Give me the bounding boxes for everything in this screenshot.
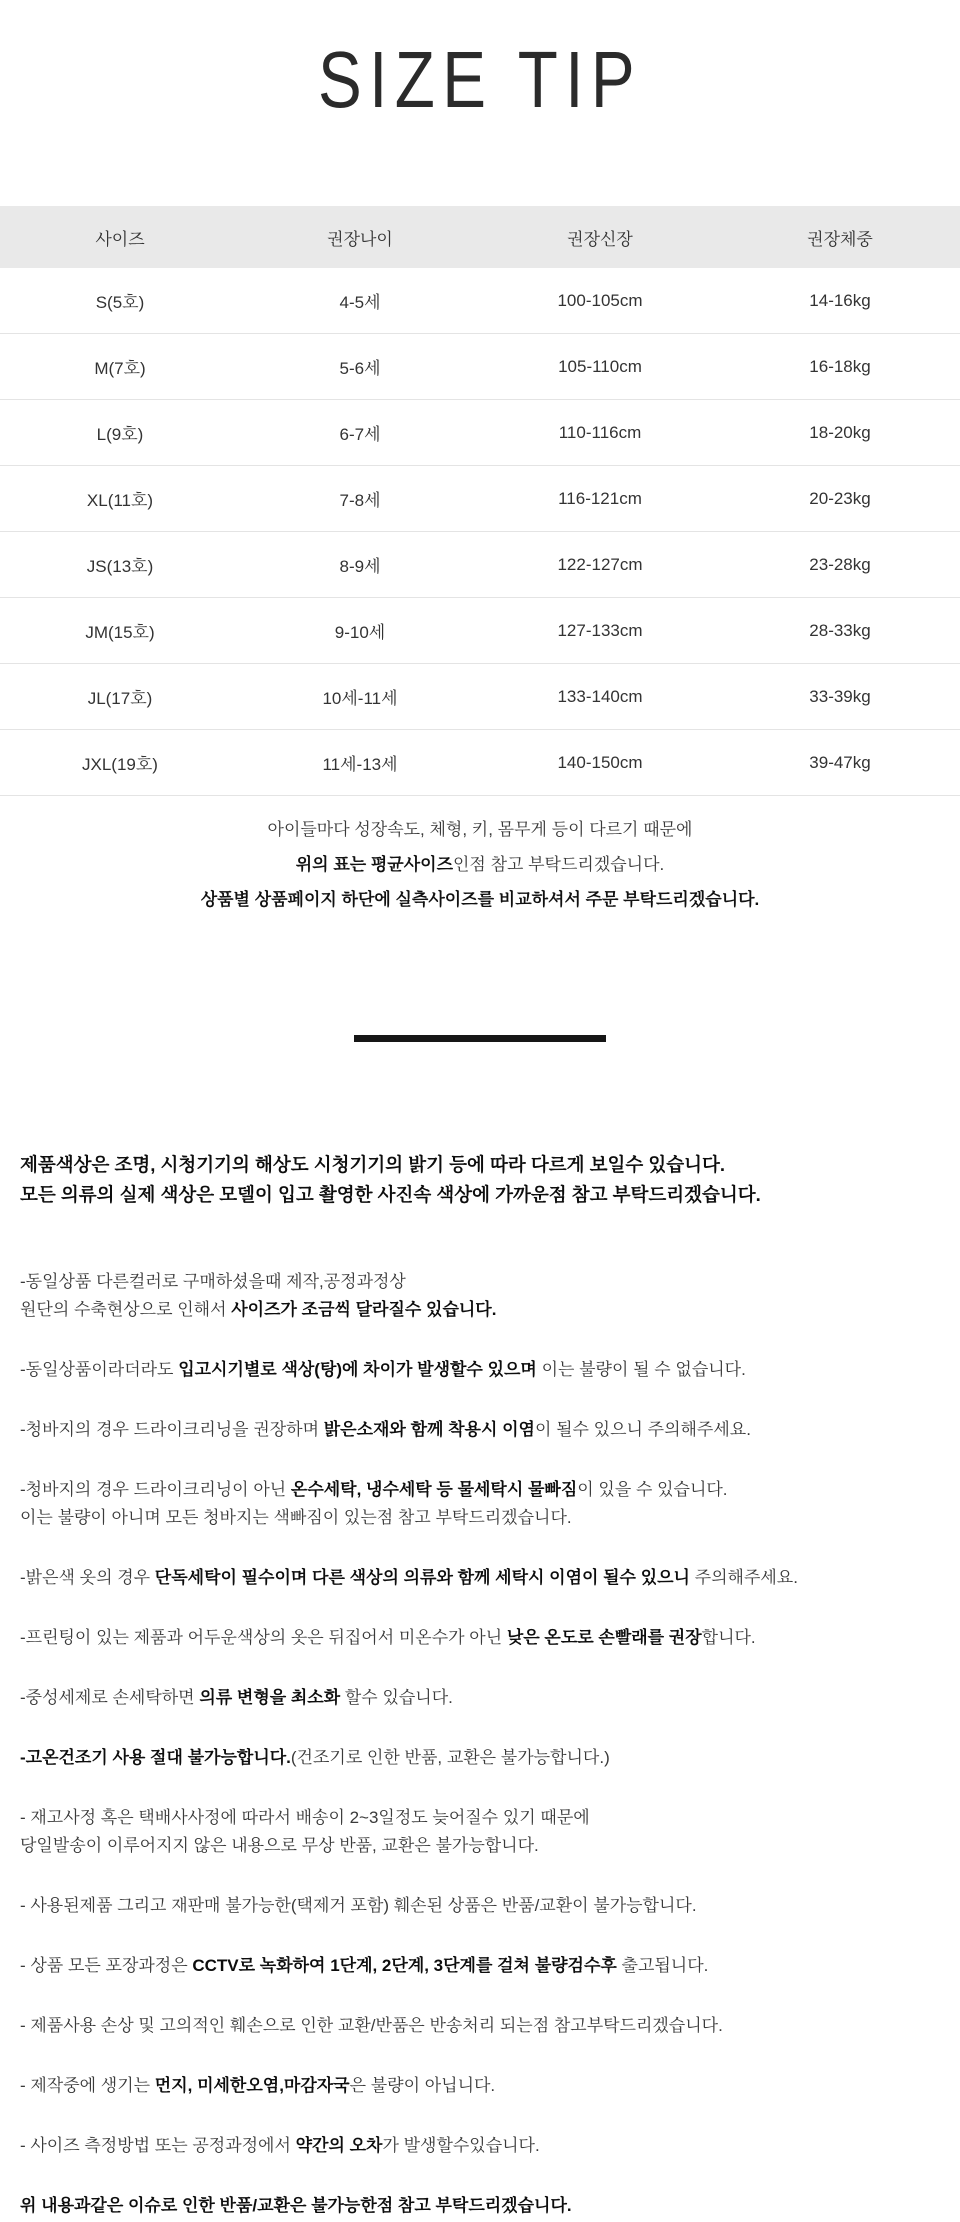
footnote-line-3: 상품별 상품페이지 하단에 실측사이즈를 비교하셔서 주문 부탁드리겠습니다.: [200, 890, 760, 909]
notice-segment: 약간의 오차: [295, 2136, 383, 2155]
table-cell: 133-140cm: [480, 664, 720, 730]
table-cell: 9-10세: [240, 598, 480, 664]
table-cell: S(5호): [0, 268, 240, 334]
footnote-line-2: [0, 847, 960, 882]
notice-segment: 가 발생할수있습니다.: [382, 2136, 540, 2155]
table-cell: 23-28kg: [720, 532, 960, 598]
table-header-row: [0, 206, 960, 268]
table-row: [0, 730, 960, 796]
notice-segment: 밝은소재와 함께 착용시 이염: [323, 1420, 535, 1439]
table-cell: 39-47kg: [720, 730, 960, 796]
notice-item: [20, 1952, 960, 1980]
notice-segment: 단독세탁이 필수이며 다른 색상의 의류와 함께 세탁시 이염이 될수 있으니: [154, 1568, 690, 1587]
table-cell: 7-8세: [240, 466, 480, 532]
table-cell: 11세-13세: [240, 730, 480, 796]
table-cell: 122-127cm: [480, 532, 720, 598]
table-row: [0, 598, 960, 664]
notice-segment: 은 불량이 아닙니다.: [349, 2076, 496, 2095]
notice-segment: 사이즈가 조금씩 달라질수 있습니다.: [231, 1300, 497, 1319]
table-header-cell: 권장나이: [240, 206, 480, 268]
notices: [0, 1268, 960, 2160]
table-cell: JM(15호): [0, 598, 240, 664]
notice-segment: 원단의 수축현상으로 인해서: [20, 1300, 232, 1319]
notice-item: [20, 1684, 960, 1712]
table-header-cell: 권장신장: [480, 206, 720, 268]
notice-segment: 주의해주세요.: [689, 1568, 798, 1587]
intro-line: 모든 의류의 실제 색상은 모델이 입고 촬영한 사진속 색상에 가까운점 참고 부탁드리겠습니다.: [20, 1184, 761, 1205]
notice-segment: 이 있을 수 있습니다.: [577, 1480, 728, 1499]
table-cell: JXL(19호): [0, 730, 240, 796]
table-header-cell: 권장체중: [720, 206, 960, 268]
table-row: [0, 400, 960, 466]
table-cell: JS(13호): [0, 532, 240, 598]
notice-segment: 낮은 온도로 손빨래를 권장: [506, 1628, 702, 1647]
table-cell: 20-23kg: [720, 466, 960, 532]
table-cell: 127-133cm: [480, 598, 720, 664]
notice-segment: -고온건조기 사용 절대 불가능합니다.: [20, 1748, 291, 1767]
notice-segment: -동일상품 다른컬러로 구매하셨을때 제작,공정과정상: [20, 1272, 406, 1291]
notice-segment: CCTV로 녹화하여 1단계, 2단계, 3단계를 걸쳐 불량검수후: [192, 1956, 617, 1975]
table-cell: 28-33kg: [720, 598, 960, 664]
table-cell: 4-5세: [240, 268, 480, 334]
notice-segment: -동일상품이라더라도: [20, 1360, 179, 1379]
notice-item: [20, 2132, 960, 2160]
table-header-cell: 사이즈: [0, 206, 240, 268]
table-cell: 100-105cm: [480, 268, 720, 334]
table-row: [0, 664, 960, 730]
notice-segment: -중성세제로 손세탁하면: [20, 1688, 200, 1707]
footnote-line-1: 아이들마다 성장속도, 체형, 키, 몸무게 등이 다르기 때문에: [267, 820, 693, 839]
notice-segment: - 상품 모든 포장과정은: [20, 1956, 193, 1975]
notice-item: [20, 2072, 960, 2100]
table-cell: M(7호): [0, 334, 240, 400]
color-notice-intro: [0, 1150, 960, 1210]
size-table-head: [0, 206, 960, 268]
table-cell: JL(17호): [0, 664, 240, 730]
notice-segment: -청바지의 경우 드라이크리닝이 아닌: [20, 1480, 291, 1499]
table-cell: 6-7세: [240, 400, 480, 466]
notice-item: [20, 1892, 960, 1920]
table-cell: 5-6세: [240, 334, 480, 400]
notice-segment: - 제품사용 손상 및 고의적인 훼손으로 인한 교환/반품은 반송처리 되는점 참고부탁드리겠습니다.: [20, 2016, 723, 2035]
notice-segment: 먼지, 미세한오염,마감자국: [154, 2076, 350, 2095]
table-footnote: [0, 812, 960, 917]
notice-item: [20, 1804, 960, 1860]
notice-segment: - 제작중에 생기는: [20, 2076, 155, 2095]
notice-segment: - 사용된제품 그리고 재판매 불가능한(택제거 포함) 훼손된 상품은 반품/교환이 불가능합니다.: [20, 1896, 697, 1915]
notice-segment: 합니다.: [701, 1628, 756, 1647]
table-cell: 33-39kg: [720, 664, 960, 730]
size-table: [0, 206, 960, 796]
notice-segment: -청바지의 경우 드라이크리닝을 권장하며: [20, 1420, 324, 1439]
notice-segment: - 사이즈 측정방법 또는 공정과정에서: [20, 2136, 296, 2155]
notice-segment: -밝은색 옷의 경우: [20, 1568, 155, 1587]
notice-segment: 입고시기별로 색상(탕)에 차이가 발생할수 있으며: [178, 1360, 537, 1379]
notice-item: [20, 1624, 960, 1652]
table-cell: 110-116cm: [480, 400, 720, 466]
closing-notice: 위 내용과같은 이슈로 인한 반품/교환은 불가능한점 참고 부탁드리겠습니다.: [20, 2196, 572, 2215]
notice-segment: 할수 있습니다.: [340, 1688, 453, 1707]
table-cell: 18-20kg: [720, 400, 960, 466]
table-cell: 116-121cm: [480, 466, 720, 532]
notice-segment: 이는 불량이 아니며 모든 청바지는 색빠짐이 있는점 참고 부탁드리겠습니다.: [20, 1508, 572, 1527]
notice-item: [20, 1268, 960, 1324]
notice-segment: -프린팅이 있는 제품과 어두운색상의 옷은 뒤집어서 미온수가 아닌: [20, 1628, 507, 1647]
notice-item: [20, 1416, 960, 1444]
table-cell: 8-9세: [240, 532, 480, 598]
notice-item: [20, 2012, 960, 2040]
section-divider: [354, 1035, 606, 1042]
intro-line: 제품색상은 조명, 시청기기의 해상도 시청기기의 밝기 등에 따라 다르게 보일수 있습니다.: [20, 1154, 726, 1175]
table-cell: XL(11호): [0, 466, 240, 532]
page-title: SIZE TIP: [318, 35, 642, 124]
notice-segment: 이 될수 있으니 주의해주세요.: [534, 1420, 751, 1439]
size-table-body: [0, 268, 960, 796]
table-cell: 14-16kg: [720, 268, 960, 334]
notice-item: [20, 1564, 960, 1592]
notice-segment: (건조기로 인한 반품, 교환은 불가능합니다.): [290, 1748, 610, 1767]
table-cell: L(9호): [0, 400, 240, 466]
table-cell: 10세-11세: [240, 664, 480, 730]
table-row: [0, 334, 960, 400]
notice-segment: 당일발송이 이루어지지 않은 내용으로 무상 반품, 교환은 불가능합니다.: [20, 1836, 539, 1855]
table-cell: 140-150cm: [480, 730, 720, 796]
table-row: [0, 532, 960, 598]
table-cell: 105-110cm: [480, 334, 720, 400]
notice-segment: 의류 변형을 최소화: [199, 1688, 341, 1707]
footnote-line-2-bold: 위의 표는 평균사이즈: [295, 855, 453, 874]
notice-segment: 이는 불량이 될 수 없습니다.: [536, 1360, 746, 1379]
notice-segment: 온수세탁, 냉수세탁 등 물세탁시 물빠짐: [290, 1480, 578, 1499]
notice-segment: 출고됩니다.: [616, 1956, 709, 1975]
footnote-line-2-rest: 인점 참고 부탁드리겠습니다.: [453, 855, 665, 874]
notice-segment: - 재고사정 혹은 택배사사정에 따라서 배송이 2~3일정도 늦어질수 있기 때문에: [20, 1808, 590, 1827]
notice-item: [20, 1744, 960, 1772]
table-row: [0, 466, 960, 532]
notice-item: [20, 1476, 960, 1532]
table-row: [0, 268, 960, 334]
table-cell: 16-18kg: [720, 334, 960, 400]
notice-item: [20, 1356, 960, 1384]
